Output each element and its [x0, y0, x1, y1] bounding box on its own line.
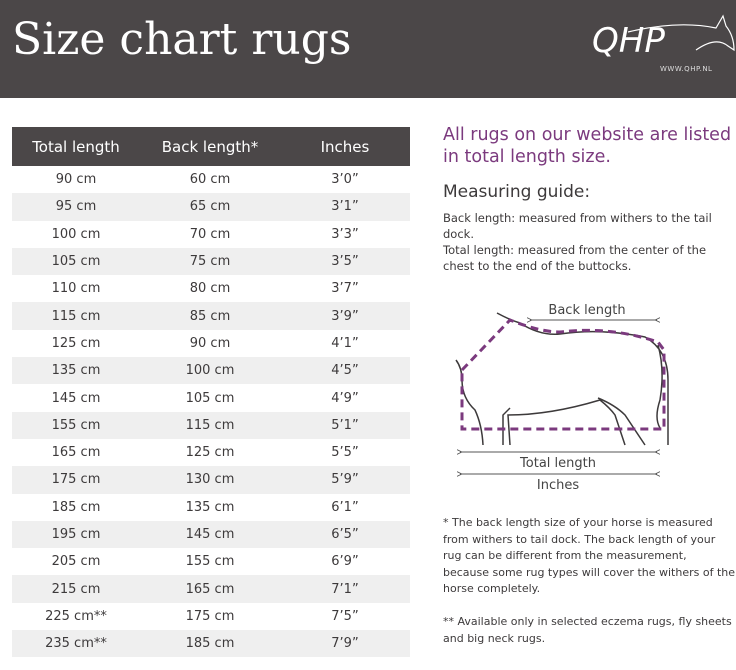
logo-url: WWW.QHP.NL — [660, 65, 713, 73]
total-length-cell: 175 cm — [12, 466, 140, 493]
table-row — [12, 521, 410, 548]
back-length-cell: 85 cm — [140, 302, 280, 329]
total-length-cell: 115 cm — [12, 302, 140, 329]
back-length-cell: 105 cm — [185, 390, 235, 406]
inches-cell: 5’1” — [280, 412, 410, 439]
table-row — [12, 603, 410, 630]
total-length-cell: 145 cm — [51, 390, 101, 406]
diagram-inches-label: Inches — [536, 478, 580, 493]
measuring-guide-title: Measuring guide: — [443, 182, 591, 202]
total-length-cell: 215 cm — [12, 575, 140, 602]
qhp-logo — [588, 10, 736, 80]
back-length-cell: 145 cm — [140, 521, 280, 548]
diagram-back-length-label: Back length — [548, 303, 626, 318]
inches-cell: 3’5” — [280, 248, 410, 275]
table-row — [12, 548, 410, 575]
table-row — [12, 275, 410, 302]
table-row — [12, 494, 410, 521]
measuring-diagram — [440, 290, 680, 500]
total-length-cell: 135 cm — [12, 357, 140, 384]
inches-cell: 7’9” — [280, 630, 410, 657]
inches-cell: 7’5” — [331, 608, 359, 624]
inches-cell: 6’5” — [280, 521, 410, 548]
table-row — [12, 575, 410, 602]
total-length-cell: 125 cm — [51, 335, 101, 351]
total-length-cell: 225 cm** — [45, 608, 107, 624]
inches-cell: 6’1” — [331, 499, 359, 515]
table-row — [12, 439, 410, 466]
inches-cell: 5’9” — [280, 466, 410, 493]
table-row — [12, 221, 410, 248]
inches-cell: 3’0” — [331, 172, 359, 188]
header-inches: Inches — [280, 127, 410, 166]
inches-cell: 3’9” — [280, 302, 410, 329]
back-length-cell: 165 cm — [140, 575, 280, 602]
header-back-length: Back length* — [140, 127, 280, 166]
table-row — [12, 248, 410, 275]
table-row — [12, 357, 410, 384]
inches-cell: 4’9” — [331, 390, 359, 406]
total-length-cell: 185 cm — [51, 499, 101, 515]
table-row — [12, 412, 410, 439]
back-length-cell: 75 cm — [140, 248, 280, 275]
table-row — [12, 166, 410, 193]
table-row — [12, 330, 410, 357]
total-length-cell: 110 cm — [51, 281, 101, 297]
inches-cell: 7’1” — [280, 575, 410, 602]
footnote-back-length: * The back length size of your horse is measured from withers to tail dock. The back length of your rug can be different from the measurement, because some rug types will cover the withers of the horse completely. — [443, 516, 736, 595]
total-length-cell: 105 cm — [12, 248, 140, 275]
back-length-cell: 130 cm — [140, 466, 280, 493]
back-length-cell: 100 cm — [140, 357, 280, 384]
table-row — [12, 302, 410, 329]
back-length-cell: 185 cm — [140, 630, 280, 657]
inches-cell: 6’9” — [331, 554, 359, 570]
inches-cell: 5’5” — [331, 445, 359, 461]
svg-text:QHP: QHP — [592, 21, 665, 61]
header-total-length: Total length — [12, 127, 140, 166]
back-length-cell: 65 cm — [140, 193, 280, 220]
table-row — [12, 193, 410, 220]
back-length-cell: 60 cm — [189, 172, 231, 188]
back-length-cell: 70 cm — [189, 226, 231, 242]
table-row — [12, 466, 410, 493]
total-length-cell: 100 cm — [51, 226, 101, 242]
inches-cell: 4’1” — [331, 335, 359, 351]
back-length-description: Back length: measured from withers to the tail dock. — [443, 211, 712, 241]
total-length-cell: 195 cm — [12, 521, 140, 548]
total-length-notice: All rugs on our website are listed in total length size. — [443, 125, 732, 167]
total-length-cell: 205 cm — [51, 554, 101, 570]
inches-cell: 3’1” — [280, 193, 410, 220]
inches-cell: 4’5” — [280, 357, 410, 384]
total-length-description: Total length: measured from the center of the chest to the end of the buttocks. — [443, 243, 707, 273]
total-length-cell: 95 cm — [12, 193, 140, 220]
back-length-cell: 135 cm — [185, 499, 235, 515]
back-length-cell: 115 cm — [140, 412, 280, 439]
rug-outline — [462, 320, 664, 429]
page-title: Size chart rugs — [12, 14, 352, 65]
diagram-total-length-label: Total length — [520, 456, 596, 471]
back-length-cell: 90 cm — [189, 335, 231, 351]
inches-cell: 3’3” — [331, 226, 359, 242]
back-length-cell: 175 cm — [185, 608, 235, 624]
size-table — [12, 127, 410, 657]
table-row — [12, 384, 410, 411]
back-length-cell: 80 cm — [189, 281, 231, 297]
total-length-cell: 235 cm** — [12, 630, 140, 657]
footnote-availability: ** Available only in selected eczema rugs, fly sheets and big neck rugs. — [443, 615, 732, 645]
inches-cell: 3’7” — [331, 281, 359, 297]
total-length-cell: 90 cm — [55, 172, 97, 188]
back-length-cell: 155 cm — [185, 554, 235, 570]
back-length-cell: 125 cm — [185, 445, 235, 461]
total-length-cell: 155 cm — [12, 412, 140, 439]
total-length-cell: 165 cm — [51, 445, 101, 461]
header-banner — [0, 0, 736, 98]
table-row — [12, 630, 410, 657]
